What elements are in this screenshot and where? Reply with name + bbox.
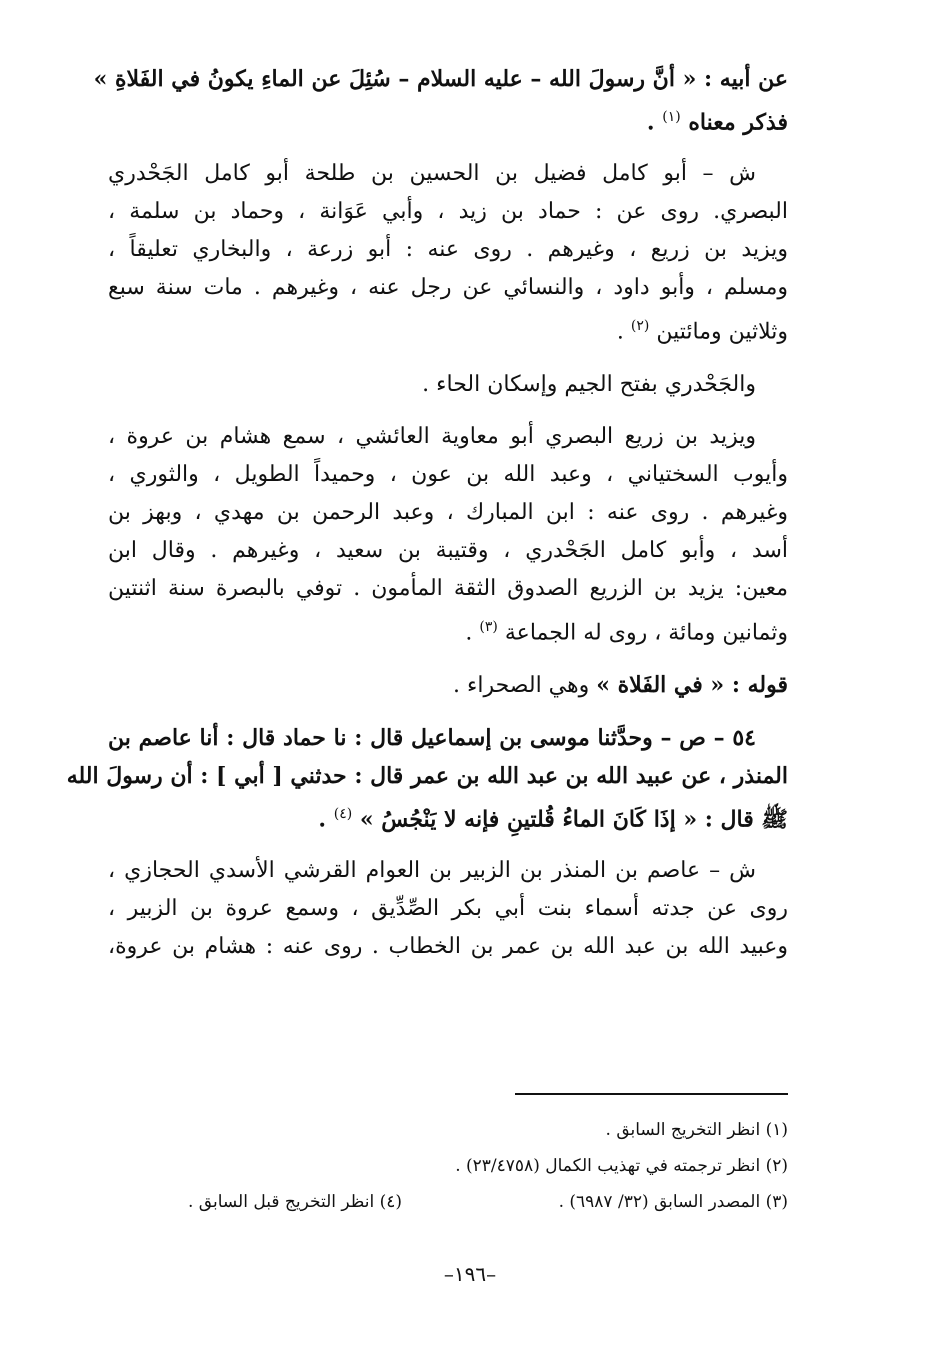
text-segment: .: [318, 806, 327, 833]
paragraph-abu-kamil: [108, 155, 788, 351]
text-line: ويزيد بن زريع ، وغيرهم . روى عنه : أبو زرعة ، والبخاري تعليقاً ،: [108, 237, 788, 263]
text-line: ويزيد بن زريع البصري أبو معاوية العائشي ، سمع هشام بن عروة ،: [108, 423, 756, 449]
text-line: والجَحْدري بفتح الجيم وإسكان الحاء .: [422, 371, 756, 397]
paragraph-hadith-54: [66, 719, 788, 838]
text-segment: وثلاثين ومائتين: [656, 319, 788, 345]
footnote-text: (٢) انظر ترجمته في تهذيب الكمال (٢٣/٤٧٥٨) .: [455, 1156, 788, 1176]
paragraph-asim: [108, 852, 788, 966]
text-line: [108, 98, 788, 141]
footnote-ref: (٢): [630, 318, 650, 335]
text-line: ٥٤ – ص – وحدَّثنا موسى بن إسماعيل قال : نا حماد قال : أنا عاصم بن: [108, 724, 756, 751]
text-line: [108, 795, 788, 838]
text-line: أسد ، وأبو كامل الجَحْدري ، وقتيبة بن سعيد ، وغيرهم . وقال ابن: [108, 537, 788, 563]
text-line: وغيرهم . روى عنه : ابن المبارك ، وعبد الرحمن بن مهدي ، وبهز بن: [108, 499, 788, 525]
paragraph-hadith-intro: [93, 60, 788, 141]
paragraph-jahdari: [108, 366, 788, 404]
footnote-item: [108, 1148, 788, 1184]
footnote-divider: [515, 1093, 788, 1095]
footnote-text: (١) انظر التخريج السابق .: [605, 1120, 788, 1140]
footnote-item: [108, 1184, 788, 1220]
page-number: –١٩٦–: [443, 1262, 497, 1286]
footnote-ref: (١): [662, 109, 681, 125]
text-line: ومسلم ، وأبو داود ، والنسائي عن رجل عنه ، وغيرهم . مات سنة سبع: [108, 275, 788, 301]
text-segment: وثمانين ومائة ، روى له الجماعة: [504, 619, 788, 645]
text-line: البصري. روى عن : حماد بن زيد ، وأبي عَوَانة ، وحماد بن سلمة ،: [108, 199, 788, 225]
text-segment: .: [616, 319, 624, 345]
text-line: ش – أبو كامل فضيل بن الحسين بن طلحة أبو كامل الجَحْدري: [108, 161, 756, 187]
text-line: [108, 307, 788, 351]
paragraph-falat: [108, 666, 788, 705]
footnote-ref: (٤): [333, 805, 353, 822]
text-line: معين: يزيد بن الزريع الصدوق الثقة المأمون . توفي بالبصرة سنة اثنتين: [108, 575, 788, 601]
text-segment: .: [465, 619, 473, 645]
paragraph-yazid: [108, 418, 788, 652]
text-line: المنذر ، عن عبيد الله بن عبد الله بن عمر قال : حدثني [ أبي ] : أن رسولَ الله: [66, 762, 788, 789]
text-segment: ﷺ قال : « إذَا كَانَ الماءُ قُلتينِ فإنه لا يَنْجُسُ »: [359, 806, 788, 833]
text-segment: وهي الصحراء .: [453, 672, 590, 698]
footnotes: [108, 1112, 788, 1220]
text-segment: قوله : « في الفَلاة »: [596, 671, 788, 698]
footnote-text: (٤) انظر التخريج قبل السابق .: [188, 1192, 402, 1212]
text-line: [108, 608, 788, 652]
text-line: ش – عاصم بن المنذر بن الزبير بن العوام القرشي الأسدي الحجازي ،: [108, 858, 756, 884]
footnote-ref: (٣): [479, 618, 498, 635]
page-body: [66, 60, 788, 980]
footnote-text: (٣) المصدر السابق (٣٢/ ٦٩٨٧) .: [558, 1192, 788, 1212]
footnote-item: [108, 1112, 788, 1148]
text-line: [108, 666, 788, 705]
text-line: عن أبيه : « أنَّ رسولَ الله – عليه السلام – سُئِلَ عن الماءِ يكونُ في الفَلاةِ »: [93, 66, 788, 92]
text-line: وعبيد الله بن عبد الله بن عمر بن الخطاب . روى عنه : هشام بن عروة،: [108, 934, 788, 960]
text-line: روى عن جدته أسماء بنت أبي بكر الصِّدِّيق ، وسمع عروة بن الزبير ،: [108, 896, 788, 922]
text-segment: .: [646, 109, 655, 136]
text-line: وأيوب السختياني ، وعبد الله بن عون ، وحميداً الطويل ، والثوري ،: [108, 461, 788, 487]
text-segment: فذكر معناه: [688, 109, 788, 136]
